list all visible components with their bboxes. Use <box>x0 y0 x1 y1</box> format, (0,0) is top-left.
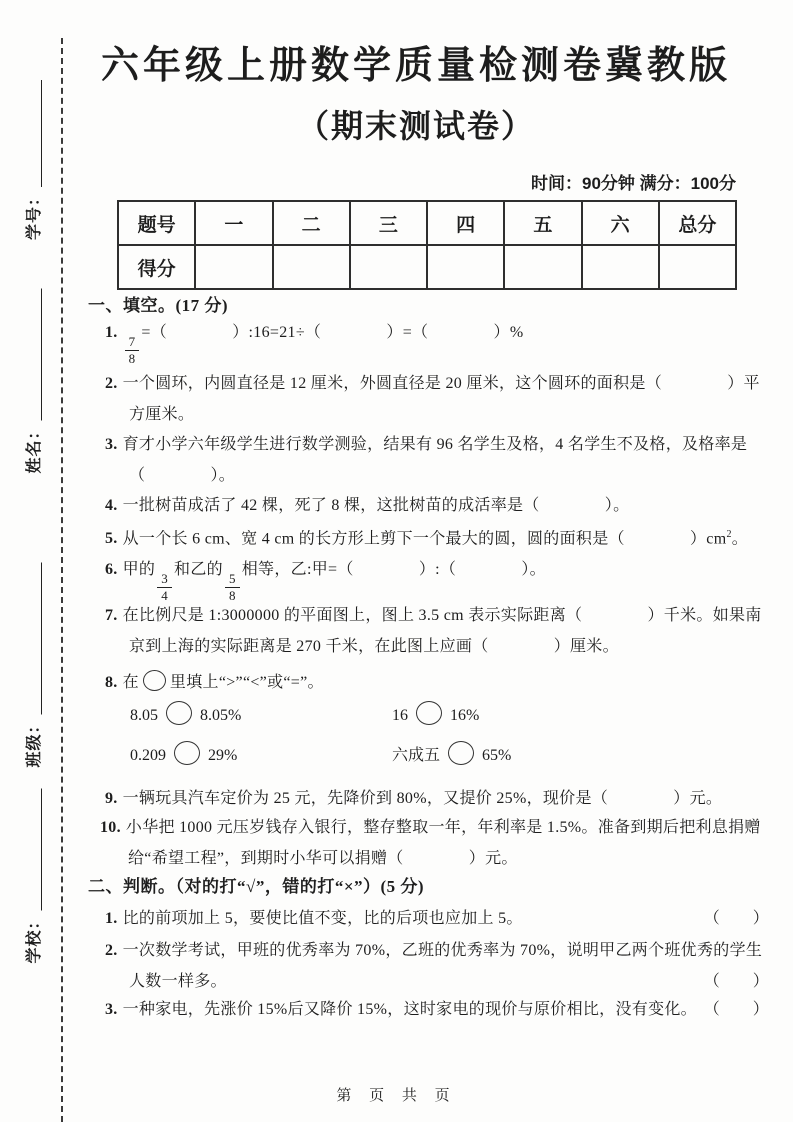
question-7 <box>105 600 769 662</box>
score-empty-cell <box>427 245 504 289</box>
score-empty-cell <box>350 245 427 289</box>
question-number: 10. <box>100 819 121 836</box>
student-name-label: 姓名： <box>26 422 43 474</box>
student-class-field <box>20 563 46 768</box>
superscript-2: 2 <box>726 529 732 540</box>
student-name-field <box>20 289 46 474</box>
score-table-header-cell: 五 <box>504 201 581 245</box>
score-empty-cell <box>582 245 659 289</box>
score-table-header-cell: 六 <box>582 201 659 245</box>
question-text: 育才小学六年级学生进行数学测验，结果有 96 名学生及格，4 名学生不及格，及格率是（ ）。 <box>122 436 748 484</box>
question-9 <box>105 783 769 814</box>
blank-circle-icon <box>448 741 474 765</box>
fraction-denominator: 8 <box>228 587 236 603</box>
score-table-header-cell: 题号 <box>118 201 195 245</box>
question-number: 2. <box>105 942 118 959</box>
compare-left: 8.05 <box>130 707 158 724</box>
fraction-denominator: 8 <box>128 350 136 366</box>
answer-bracket: （ ） <box>703 910 769 927</box>
question-number: 1. <box>105 910 118 927</box>
question-text: 在比例尺是 1:3000000 的平面图上，图上 3.5 cm 表示实际距离（ ）千米。如果南京到上海的实际距离是 270 千米，在此图上应画（ ）厘米。 <box>122 607 762 655</box>
score-table-score-row <box>118 245 736 289</box>
question-text-end: 。 <box>731 530 749 548</box>
compare-right: 65% <box>482 747 512 764</box>
question-text: 甲的 <box>122 561 156 578</box>
score-label-cell: 得分 <box>118 245 195 289</box>
compare-row-2 <box>130 741 745 765</box>
student-class-label: 班级： <box>26 716 43 768</box>
compare-left: 16 <box>392 707 408 724</box>
judgment-1 <box>105 903 769 934</box>
score-table <box>117 200 737 290</box>
student-school-label: 学校： <box>26 912 43 964</box>
question-number: 9. <box>105 790 118 807</box>
question-number: 7. <box>105 607 118 624</box>
question-3 <box>105 429 769 491</box>
page-title: 六年级上册数学质量检测卷冀教版 <box>100 45 731 87</box>
score-table-header-cell: 二 <box>273 201 350 245</box>
question-number: 8. <box>105 674 118 691</box>
student-id-label: 学号： <box>26 188 43 240</box>
fraction-denominator: 4 <box>161 587 169 603</box>
compare-item <box>392 701 654 725</box>
score-table-header-cell: 一 <box>195 201 272 245</box>
question-number: 3. <box>105 1001 118 1018</box>
question-text: 在 <box>122 674 139 691</box>
compare-item <box>130 741 392 765</box>
question-number: 3. <box>105 436 118 453</box>
question-text: 里填上“>”“<”或“=”。 <box>169 674 324 691</box>
judgment-text: 一次数学考试，甲班的优秀率为 70%，乙班的优秀率为 70%，说明甲乙两个班优秀的学生人数一样多。 <box>122 942 763 990</box>
dashed-cut-line <box>61 38 63 1122</box>
question-number: 5. <box>105 530 118 548</box>
judgment-3 <box>105 994 769 1025</box>
compare-item <box>130 701 392 725</box>
question-6 <box>105 551 769 604</box>
score-empty-cell <box>504 245 581 289</box>
score-table-header-cell: 总分 <box>659 201 736 245</box>
score-empty-cell <box>273 245 350 289</box>
student-school-field <box>20 789 46 964</box>
compare-right: 8.05% <box>200 707 242 724</box>
fraction-numerator: 7 <box>125 335 140 351</box>
question-text: 一批树苗成活了 42 棵，死了 8 棵，这批树苗的成活率是（ ）。 <box>122 497 630 514</box>
compare-right: 29% <box>208 747 238 764</box>
question-text: 从一个长 6 cm、宽 4 cm 的长方形上剪下一个最大的圆，圆的面积是（ ）cm <box>122 530 727 548</box>
question-10 <box>100 812 768 874</box>
student-id-blank-line <box>41 80 42 187</box>
blank-circle-icon <box>166 701 192 725</box>
question-4 <box>105 490 769 521</box>
question-8 <box>105 667 769 698</box>
section2-heading: 二、判断。（对的打“√”，错的打“×”）(5 分) <box>88 877 425 896</box>
judgment-text: 一种家电，先涨价 15%后又降价 15%，这时家电的现价与原价相比，没有变化。 <box>122 1001 697 1018</box>
fraction-numerator: 5 <box>225 572 240 588</box>
answer-bracket: （ ） <box>703 1001 769 1018</box>
question-number: 6. <box>105 561 118 578</box>
question-text: 相等，乙:甲=（ ）:（ ）。 <box>241 561 546 578</box>
question-text: 一辆玩具汽车定价为 25 元，先降价到 80%，又提价 25%，现价是（ ）元。 <box>122 790 723 807</box>
question-number: 4. <box>105 497 118 514</box>
judgment-text: 比的前项加上 5，要使比值不变，比的后项也应加上 5。 <box>122 910 523 927</box>
question-1 <box>105 317 769 367</box>
answer-bracket: （ ） <box>703 973 769 990</box>
question-number: 1. <box>105 324 118 341</box>
score-table-header-cell: 四 <box>427 201 504 245</box>
section1-heading: 一、填空。(17 分) <box>88 296 229 315</box>
score-empty-cell <box>659 245 736 289</box>
compare-left: 六成五 <box>392 747 441 764</box>
question-text: 小华把 1000 元压岁钱存入银行，整存整取一年，年利率是 1.5%。准备到期后把利息捐赠给“希望工程”，到期时小华可以捐赠（ ）元。 <box>125 819 761 867</box>
compare-row-1 <box>130 701 745 725</box>
student-id-field <box>20 80 46 240</box>
question-text: 和乙的 <box>174 561 223 578</box>
compare-right: 16% <box>450 707 480 724</box>
question-number: 2. <box>105 375 118 392</box>
score-empty-cell <box>195 245 272 289</box>
question-5 <box>105 519 769 554</box>
question-text: =（ ）:16=21÷（ ）=（ ）% <box>141 324 524 341</box>
judgment-2 <box>105 935 769 997</box>
score-table-header-row <box>118 201 736 245</box>
fraction-numerator: 3 <box>157 572 172 588</box>
question-2 <box>105 368 769 430</box>
time-score-info: 时间：90分钟 满分：100分 <box>531 174 736 193</box>
student-class-blank-line <box>41 563 42 715</box>
question-text: 一个圆环，内圆直径是 12 厘米，外圆直径是 20 厘米，这个圆环的面积是（ ）平方厘米。 <box>122 375 760 423</box>
page-subtitle: （期末测试卷） <box>296 108 535 144</box>
compare-item <box>392 741 654 765</box>
page-footer: 第 页 共 页 <box>336 1088 457 1104</box>
blank-circle-icon <box>416 701 442 725</box>
student-name-blank-line <box>41 289 42 421</box>
score-table-header-cell: 三 <box>350 201 427 245</box>
blank-circle-icon <box>143 670 166 691</box>
blank-circle-icon <box>174 741 200 765</box>
fraction-7-8 <box>125 335 140 367</box>
student-school-blank-line <box>41 789 42 911</box>
compare-left: 0.209 <box>130 747 166 764</box>
